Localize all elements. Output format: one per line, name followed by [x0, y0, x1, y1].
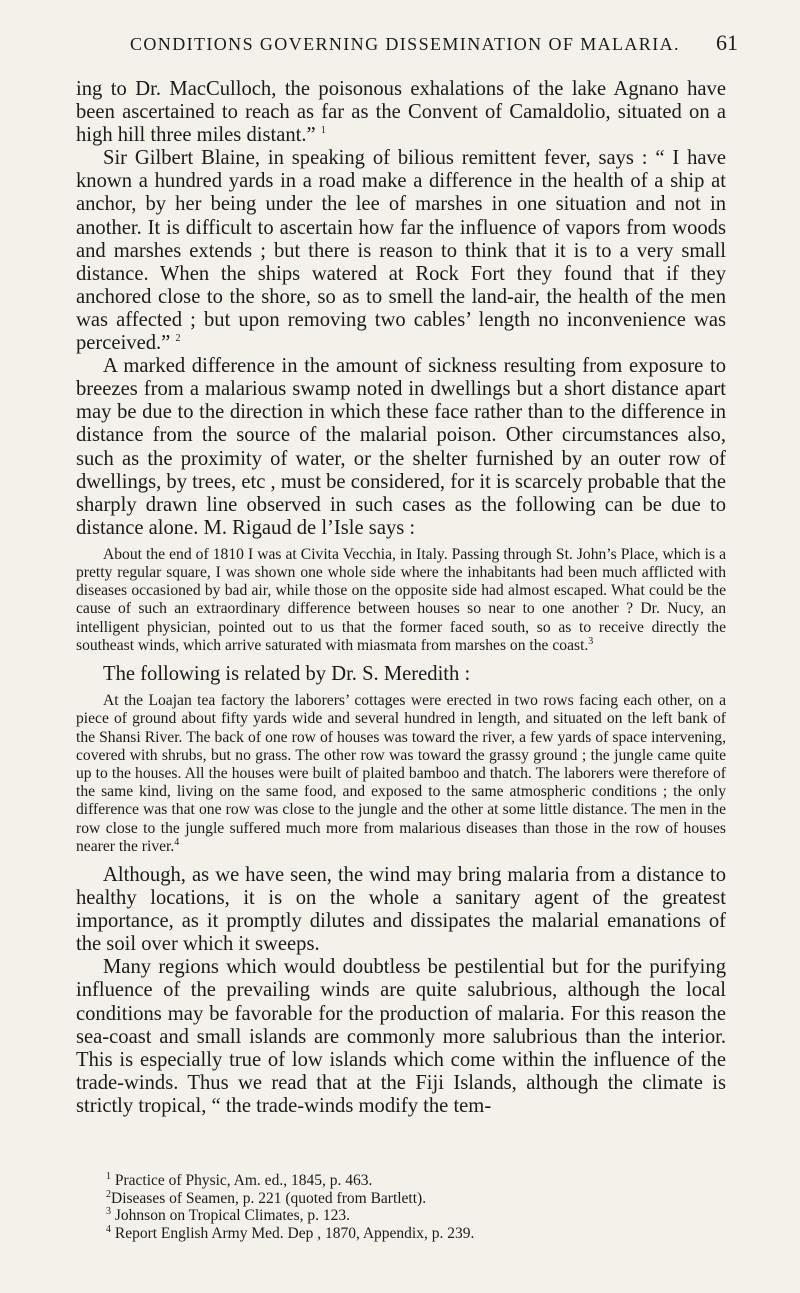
- body-text: [76, 78, 726, 1118]
- page-number: 61: [716, 30, 738, 55]
- paragraph-continued: ing to Dr. MacCulloch, the poisonous exhalations of the lake Agnano have been ascertained to reach as far as the Convent of Camaldolio, situated on a high hill three miles distant.” $^1$: [76, 78, 726, 147]
- running-head: CONDITIONS GOVERNING DISSEMINATION OF MALARIA.: [130, 34, 680, 54]
- footnote: $^1$ Practice of Physic, Am. ed., 1845, p. 463.: [106, 1170, 373, 1189]
- footnote: $^4$ Report English Army Med. Dep , 1870, Appendix, p. 239.: [106, 1223, 475, 1242]
- footnote: $^2$Diseases of Seamen, p. 221 (quoted from Bartlett).: [106, 1188, 427, 1207]
- footnote-ref: 1: [320, 125, 326, 137]
- footnotes: [106, 1172, 726, 1242]
- footnote: $^3$ Johnson on Tropical Climates, p. 123.: [106, 1205, 350, 1224]
- footnote-mark: 1: [106, 1170, 111, 1182]
- paragraph-wind-sanitary: Although, as we have seen, the wind may bring malaria from a distance to healthy locations, it is on the whole a sanitary agent of the greatest importance, as it promptly dilutes and dissipates the malarial emanations of the soil over which it sweeps.: [76, 864, 726, 956]
- paragraph-blaine-quote: Sir Gilbert Blaine, in speaking of bilious remittent fever, says : “ I have known a hundred yards in a road make a difference in the health of a ship at anchor, by her being under the lee of marshes in one situation and not in another. It is difficult to ascertain how far the influence of vapors from woods and marshes extends ; but there is reason to think that it is to a very small distance. When the ships watered at Rock Fort they found that if they anchored close to the shore, so as to smell the land-air, the health of the men was affected ; but upon removing two cables’ length no inconvenience was perceived.” $^2$: [76, 147, 726, 355]
- footnote-ref: 4: [174, 836, 180, 848]
- paragraph-purifying-winds: Many regions which would doubtless be pestilential but for the purifying influence of the prevailing winds are quite salubrious, although the local conditions may be favorable for the production of malaria. For this reason the sea-coast and small islands are commonly more salubrious than the interior. This is especially true of low islands which come within the influence of the trade-winds. Thus we read that at the Fiji Islands, although the climate is strictly tropical, “ the trade-winds modify the tem-: [76, 956, 726, 1117]
- block-quote-meredith: At the Loajan tea factory the laborers’ cottages were erected in two rows facing each other, on a piece of ground about fifty yards wide and several hundred in length, and situated on the left bank of the Shansi River. The back of one row of houses was toward the river, a few yards of space intervening, covered with shrubs, but no grass. The other row was toward the grassy ground ; the jungle came quite up to the houses. All the houses were built of plaited bamboo and thatch. The laborers were therefore of the same kind, living on the same food, and exposed to the same atmospheric conditions ; the only difference was that one row was close to the jungle and the other at some little distance. The men in the row close to the jungle suffered much more from malarious diseases than those in the row of houses nearer the river.$^4$: [76, 692, 726, 855]
- footnote-mark: 2: [106, 1188, 111, 1200]
- page-header: [75, 30, 738, 56]
- paragraph-marked-difference: A marked difference in the amount of sickness resulting from exposure to breezes from a malarious swamp noted in dwellings but a short distance apart may be due to the direction in which these face rather than to the difference in distance from the source of the malarial poison. Other circumstances also, such as the proximity of water, or the shelter furnished by an outer row of dwellings, by trees, etc , must be considered, for it is scarcely probable that the sharply drawn line observed in such cases as the following can be due to distance alone. M. Rigaud de l’Isle says :: [76, 355, 726, 539]
- footnote-ref: 2: [175, 333, 181, 345]
- footnote-ref: 3: [588, 635, 594, 647]
- paragraph-meredith-intro: The following is related by Dr. S. Meredith :: [103, 663, 471, 686]
- block-quote-rigaud: About the end of 1810 I was at Civita Vecchia, in Italy. Passing through St. John’s Place, which is a pretty regular square, I was shown one whole side where the inhabitants had been much afflicted with diseases occasioned by bad air, while those on the opposite side had almost escaped. What could be the cause of such an extraordinary difference between houses so near to one another ? Dr. Nucy, an intelligent physician, pointed out to us that the former faced south, so as to receive directly the southeast winds, which arrive saturated with miasmata from marshes on the coast.$^3$: [76, 545, 726, 654]
- footnote-mark: 4: [106, 1223, 111, 1235]
- footnote-mark: 3: [106, 1205, 111, 1217]
